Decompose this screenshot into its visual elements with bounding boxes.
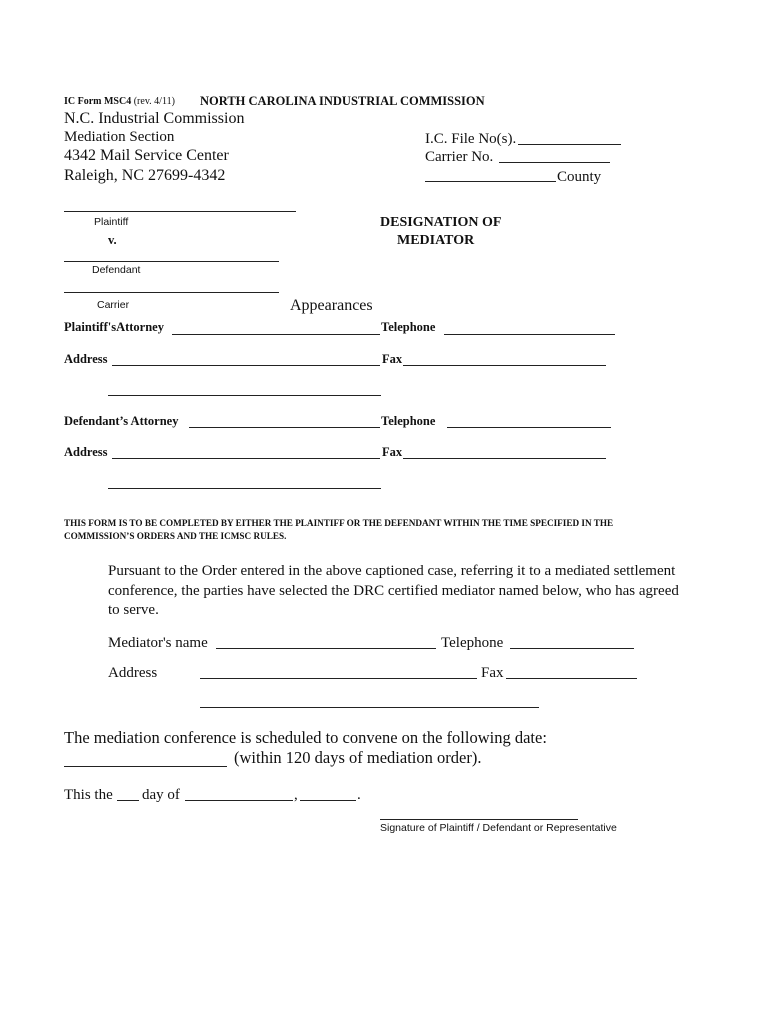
plaintiff-attorney-label: Plaintiff'sAttorney [64, 320, 164, 334]
county-field[interactable] [425, 181, 556, 182]
day-of-label: day of [142, 787, 180, 803]
defendant-fax-field[interactable] [403, 458, 606, 459]
mediator-telephone-field[interactable] [510, 648, 634, 649]
plaintiff-address-label: Address [64, 352, 108, 366]
body-line1: Pursuant to the Order entered in the above captioned case, referring it to a mediated settlement [108, 563, 676, 579]
body-line3: to serve. [108, 602, 159, 618]
form-id: IC Form MSC4 (rev. 4/11) [64, 96, 175, 107]
year-field[interactable] [300, 800, 356, 801]
defendant-address-label: Address [64, 445, 108, 459]
defendant-field[interactable] [64, 261, 279, 262]
org-name: N.C. Industrial Commission [64, 110, 245, 127]
schedule-line2: (within 120 days of mediation order). [234, 748, 482, 767]
day-field[interactable] [117, 800, 139, 801]
notice-line2: COMMISSION’S ORDERS AND THE ICMSC RULES. [64, 531, 287, 541]
signature-field[interactable] [380, 819, 578, 820]
defendant-attorney-field[interactable] [189, 427, 380, 428]
form-title-line1: DESIGNATION OF [380, 215, 502, 230]
date-comma: , [294, 787, 298, 803]
carrier-field[interactable] [64, 292, 279, 293]
plaintiff-telephone-label: Telephone [381, 320, 436, 334]
mediator-name-label: Mediator's name [108, 635, 208, 651]
date-period: . [357, 787, 361, 803]
month-field[interactable] [185, 800, 293, 801]
mediator-address-label: Address [108, 665, 158, 681]
org-address-line1: 4342 Mail Service Center [64, 147, 229, 164]
plaintiff-address-field[interactable] [112, 365, 380, 366]
file-no-label: I.C. File No(s). [425, 131, 517, 147]
carrier-no-field[interactable] [499, 162, 610, 163]
defendant-label: Defendant [92, 264, 141, 276]
plaintiff-field[interactable] [64, 211, 296, 212]
defendant-telephone-label: Telephone [381, 414, 436, 428]
body-line2: conference, the parties have selected the DRC certified mediator named below, who has agreed [108, 583, 679, 599]
signature-label: Signature of Plaintiff / Defendant or Representative [380, 822, 617, 834]
appearances-heading: Appearances [290, 297, 373, 314]
versus-label: v. [108, 233, 117, 247]
mediator-address-field[interactable] [200, 678, 477, 679]
schedule-date-field[interactable] [64, 766, 227, 767]
carrier-label: Carrier [97, 299, 130, 311]
defendant-address-field[interactable] [112, 458, 380, 459]
schedule-line1: The mediation conference is scheduled to convene on the following date: [64, 728, 547, 747]
defendant-attorney-label: Defendant’s Attorney [64, 414, 179, 428]
plaintiff-fax-field[interactable] [403, 365, 606, 366]
mediator-telephone-label: Telephone [441, 635, 504, 651]
county-label: County [557, 169, 602, 185]
org-address-line2: Raleigh, NC 27699-4342 [64, 167, 226, 184]
form-revision: (rev. 4/11) [133, 96, 175, 107]
form-title-line2: MEDIATOR [397, 233, 475, 248]
mediator-fax-field[interactable] [506, 678, 637, 679]
mediator-fax-label: Fax [481, 665, 504, 681]
defendant-address-field-2[interactable] [108, 488, 381, 489]
org-section: Mediation Section [64, 129, 175, 145]
plaintiff-label: Plaintiff [94, 216, 129, 228]
plaintiff-fax-label: Fax [382, 352, 403, 366]
this-the-label: This the [64, 787, 113, 803]
defendant-fax-label: Fax [382, 445, 403, 459]
notice-line1: THIS FORM IS TO BE COMPLETED BY EITHER THE PLAINTIFF OR THE DEFENDANT WITHIN THE TIME SPECIFIED IN THE [64, 518, 614, 528]
plaintiff-telephone-field[interactable] [444, 334, 615, 335]
plaintiff-address-field-2[interactable] [108, 395, 381, 396]
mediator-address-field-2[interactable] [200, 707, 539, 708]
agency-title: NORTH CAROLINA INDUSTRIAL COMMISSION [200, 94, 485, 108]
carrier-no-label: Carrier No. [425, 149, 494, 165]
mediator-name-field[interactable] [216, 648, 436, 649]
plaintiff-attorney-field[interactable] [172, 334, 380, 335]
defendant-telephone-field[interactable] [447, 427, 611, 428]
file-no-field[interactable] [518, 144, 621, 145]
